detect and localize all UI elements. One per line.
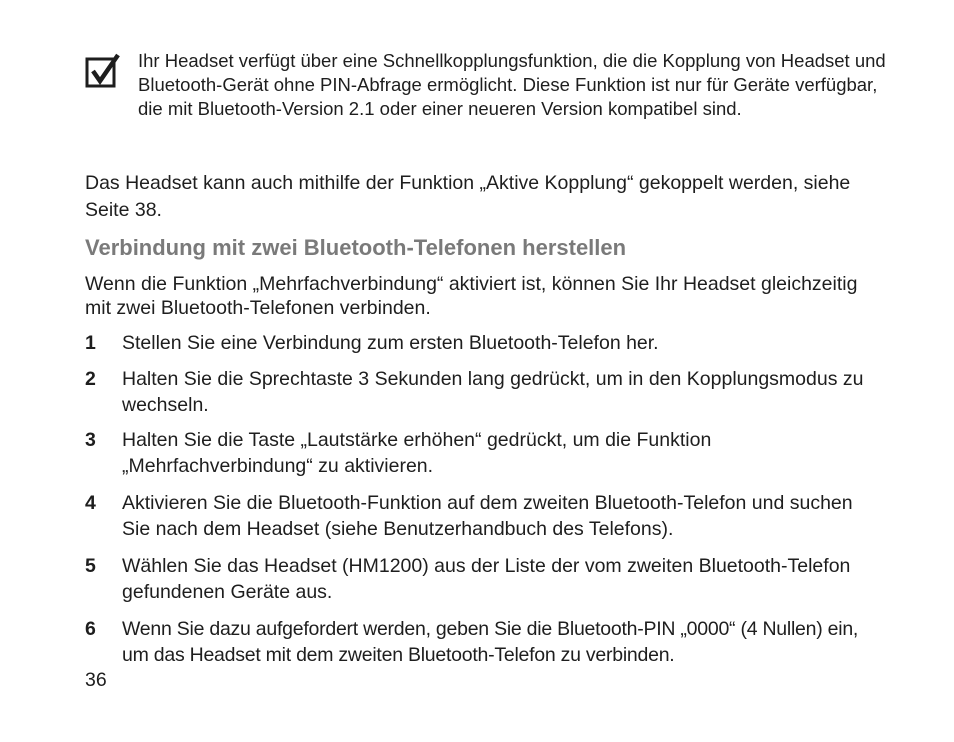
step-number: 6: [85, 618, 96, 640]
note-text: Ihr Headset verfügt über eine Schnellkopplungsfunktion, die die Kopplung von Headset und Bluetooth-Gerät ohne PIN-Abfrage ermöglicht. Diese Funktion ist nur für Geräte verfügbar, die mit Bluetooth-Version 2.1 oder einer neueren Version kompatibel sind.: [138, 50, 886, 119]
step-number: 5: [85, 555, 96, 577]
step-number: 3: [85, 429, 96, 451]
intro-paragraph: Das Headset kann auch mithilfe der Funktion „Aktive Kopplung“ gekoppelt werden, siehe Seite 38.: [85, 172, 851, 221]
step-number: 2: [85, 368, 96, 390]
checkbox-check-icon: [85, 53, 121, 89]
page-number: 36: [85, 669, 107, 691]
step-text: Wählen Sie das Headset (HM1200) aus der Liste der vom zweiten Bluetooth-Telefon gefundenen Geräte aus.: [122, 555, 851, 603]
step-number: 4: [85, 492, 96, 514]
section-heading: Verbindung mit zwei Bluetooth-Telefonen herstellen: [85, 235, 627, 260]
step-number: 1: [85, 332, 96, 354]
step-text: Stellen Sie eine Verbindung zum ersten Bluetooth-Telefon her.: [122, 332, 659, 354]
section-lead: Wenn die Funktion „Mehrfachverbindung“ aktiviert ist, können Sie Ihr Headset gleichzeitig mit zwei Bluetooth-Telefonen verbinden.: [85, 273, 858, 319]
step-text: Halten Sie die Sprechtaste 3 Sekunden lang gedrückt, um in den Kopplungsmodus zu wechseln.: [122, 368, 864, 416]
step-text: Wenn Sie dazu aufgefordert werden, geben Sie die Bluetooth-PIN „0000“ (4 Nullen) ein, um das Headset mit dem zweiten Bluetooth-Telefon zu verbinden.: [122, 618, 859, 666]
step-text: Aktivieren Sie die Bluetooth-Funktion auf dem zweiten Bluetooth-Telefon und suchen Sie nach dem Headset (siehe Benutzerhandbuch des Telefons).: [122, 492, 853, 540]
step-text: Halten Sie die Taste „Lautstärke erhöhen“ gedrückt, um die Funktion „Mehrfachverbindung“ zu aktivieren.: [122, 429, 712, 477]
